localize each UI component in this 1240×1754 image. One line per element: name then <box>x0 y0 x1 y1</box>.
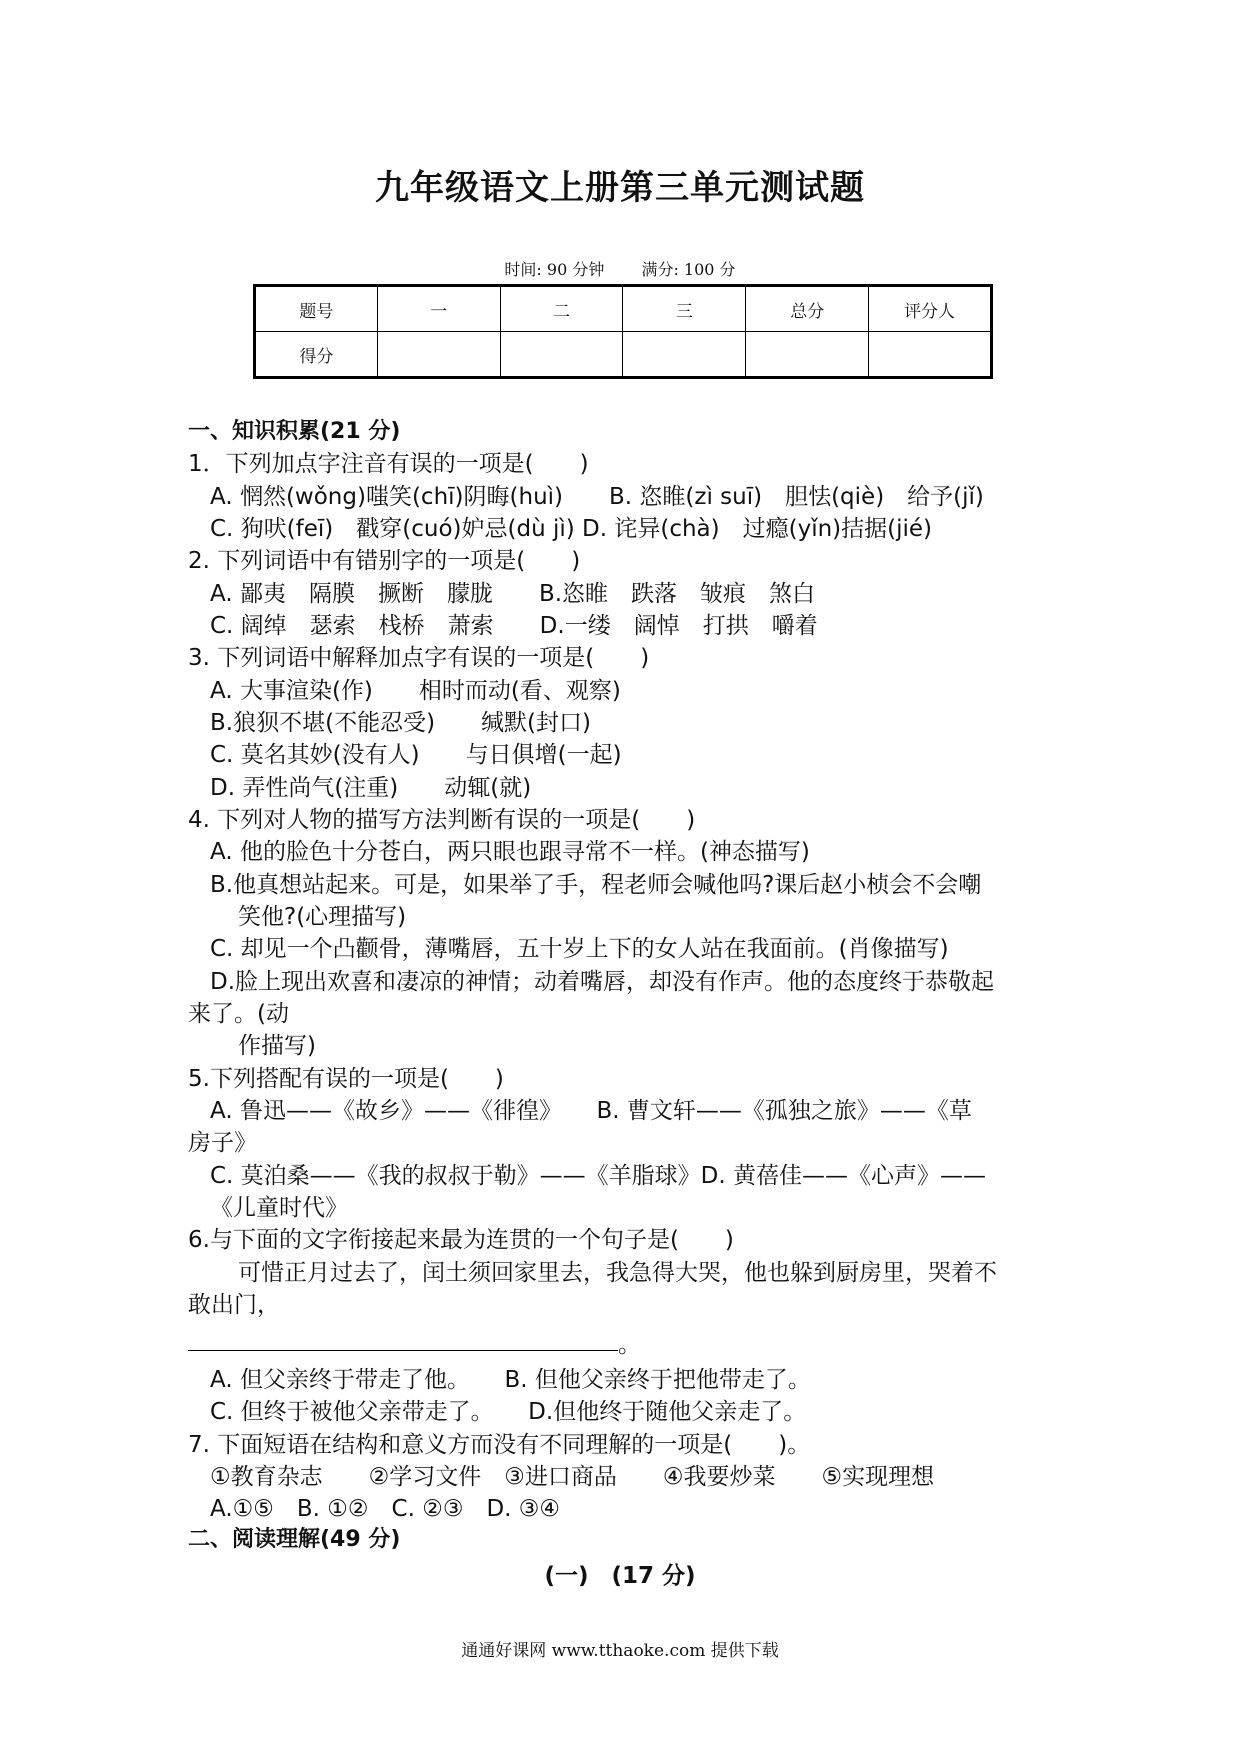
score-table <box>253 284 993 379</box>
section-heading: 二、阅读理解(49 分) <box>188 1527 401 1552</box>
option-line: 笑他?(心理描写) <box>238 904 407 930</box>
option-line: A. 鄙夷 隔膜 撅断 朦胧 B.恣睢 跌落 皱痕 煞白 <box>210 581 816 607</box>
question-line: 7. 下面短语在结构和意义方而没有不同理解的一项是( )。 <box>188 1432 811 1458</box>
option-line: D.脸上现出欢喜和凄凉的神情；动着嘴唇，却没有作声。他的态度终于恭敬起 <box>210 969 995 995</box>
question-line: 5.下列搭配有误的一项是( ) <box>188 1066 504 1092</box>
score-cell: 题号 <box>255 286 378 332</box>
score-input-cell[interactable] <box>746 332 869 378</box>
passage-line: 敢出门， <box>188 1292 280 1318</box>
question-line: 3. 下列词语中解释加点字有误的一项是( ) <box>188 645 650 671</box>
score-cell: 二 <box>500 286 623 332</box>
option-line: C. 但终于被他父亲带走了。 D.但他终于随他父亲走了。 <box>210 1399 807 1425</box>
option-line: A. 他的脸色十分苍白，两只眼也跟寻常不一样。(神态描写) <box>210 839 810 865</box>
score-cell: 三 <box>623 286 746 332</box>
question-line: 2. 下列词语中有错别字的一项是( ) <box>188 548 581 574</box>
score-cell: 得分 <box>255 332 378 378</box>
question-line: 6.与下面的文字衔接起来最为连贯的一个句子是( ) <box>188 1227 734 1253</box>
option-line: A.①⑤ B. ①② C. ②③ D. ③④ <box>210 1496 561 1522</box>
option-line: C. 却见一个凸颧骨，薄嘴唇，五十岁上下的女人站在我面前。(肖像描写) <box>210 936 949 962</box>
option-line: 作描写) <box>238 1033 316 1059</box>
score-table-score-row <box>255 332 992 378</box>
option-line: D. 弄性尚气(注重) 动辄(就) <box>210 775 532 801</box>
option-line: 来了。(动 <box>188 1001 289 1027</box>
score-input-cell[interactable] <box>500 332 623 378</box>
exam-time: 时间: 90 分钟 <box>504 260 605 279</box>
option-line: A. 鲁迅——《故乡》——《徘徨》 B. 曹文轩——《孤独之旅》——《草 <box>210 1098 972 1124</box>
option-line: C. 莫泊桑——《我的叔叔于勒》——《羊脂球》D. 黄蓓佳——《心声》—— <box>210 1163 987 1189</box>
passage-line: 可惜正月过去了，闰土须回家里去，我急得大哭，他也躲到厨房里，哭着不 <box>238 1260 997 1286</box>
score-table-header-row <box>255 286 992 332</box>
answer-blank[interactable] <box>188 1350 618 1351</box>
question-line: 1．下列加点字注音有误的一项是( ) <box>188 451 589 477</box>
option-line: 房子》 <box>188 1130 257 1156</box>
page-title: 九年级语文上册第三单元测试题 <box>375 168 865 208</box>
option-line: B.他真想站起来。可是，如果举了手，程老师会喊他吗?课后赵小桢会不会嘲 <box>210 872 982 898</box>
option-line: C. 狗吠(feī) 戳穿(cuó)妒忌(dù jì) D. 诧异(chà) 过瘾(yǐn)拮据(jié) <box>210 516 933 542</box>
page-footer: 通通好课网 www.tthaoke.com 提供下载 <box>461 1641 779 1661</box>
option-line: C. 阔绰 瑟索 栈桥 萧索 D.一缕 阔悼 打拱 嚼着 <box>210 613 818 639</box>
section-heading: 一、知识积累(21 分) <box>188 419 401 444</box>
score-cell: 一 <box>377 286 500 332</box>
score-cell: 总分 <box>746 286 869 332</box>
exam-full-score: 满分: 100 分 <box>641 260 736 279</box>
option-line: A. 惘然(wǒng)嗤笑(chī)阴晦(huì) B. 恣睢(zì suī) 胆怯(qiè) 给予(jǐ) <box>210 484 984 510</box>
option-line: A. 大事渲染(作) 相时而动(看、观察) <box>210 678 621 704</box>
option-line: ①教育杂志 ②学习文件 ③进口商品 ④我要炒菜 ⑤实现理想 <box>210 1464 935 1490</box>
score-input-cell[interactable] <box>869 332 992 378</box>
subsection-heading: (一) (17 分) <box>544 1563 696 1589</box>
score-cell: 评分人 <box>869 286 992 332</box>
option-line: B.狼狈不堪(不能忍受) 缄默(封口) <box>210 710 591 736</box>
score-input-cell[interactable] <box>623 332 746 378</box>
question-line: 4. 下列对人物的描写方法判断有误的一项是( ) <box>188 807 696 833</box>
blank-period: 。 <box>618 1332 641 1358</box>
option-line: A. 但父亲终于带走了他。 B. 但他父亲终于把他带走了。 <box>210 1367 811 1393</box>
option-line: C. 莫名其妙(没有人) 与日俱增(一起) <box>210 742 622 768</box>
option-line: 《儿童时代》 <box>210 1195 348 1221</box>
exam-meta <box>0 257 1240 280</box>
score-input-cell[interactable] <box>377 332 500 378</box>
